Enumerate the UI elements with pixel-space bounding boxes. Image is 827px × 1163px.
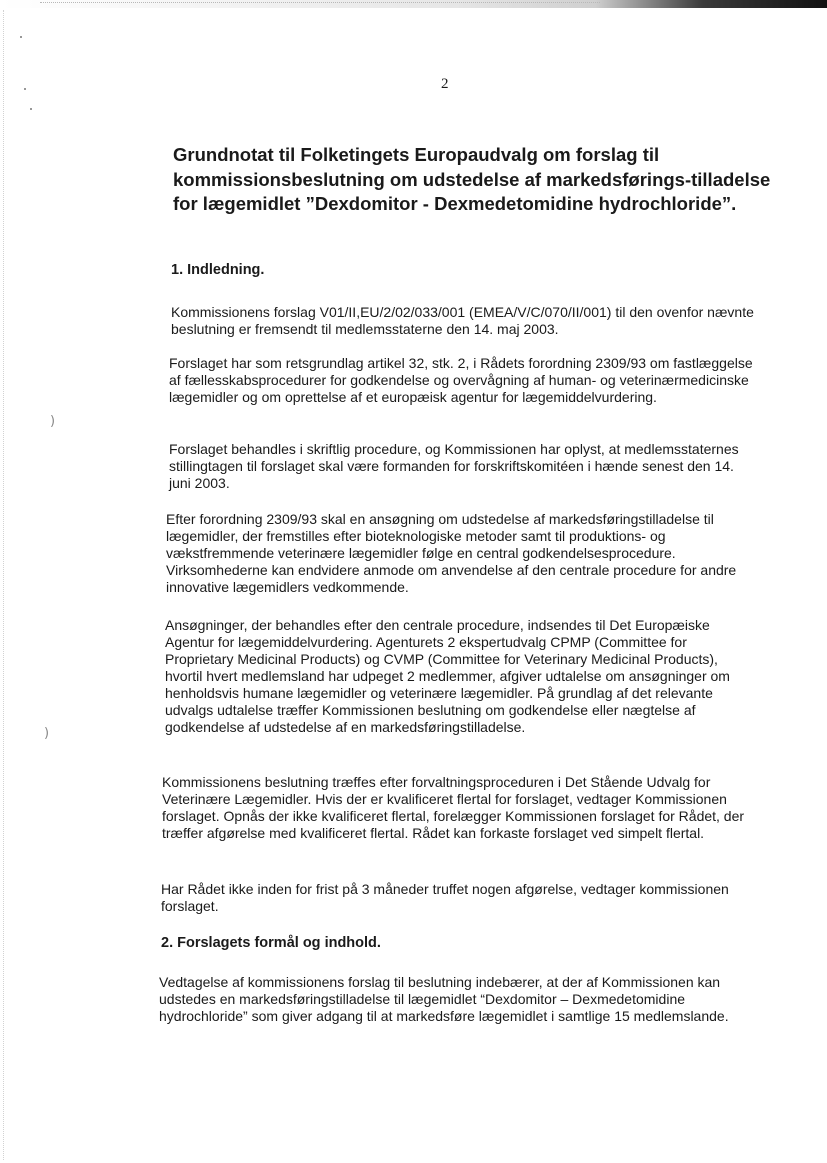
margin-hole-mark: ) xyxy=(44,726,50,741)
scan-edge-left xyxy=(3,10,5,1160)
page-number: 2 xyxy=(441,76,449,92)
paragraph: Har Rådet ikke inden for frist på 3 måneder truffet nogen afgørelse, vedtager kommissionen forslaget. xyxy=(161,881,729,914)
paragraph: Forslaget har som retsgrundlag artikel 32, stk. 2, i Rådets forordning 2309/93 om fastlæggelse af fællesskabsprocedurer for godkendelse og overvågning af human- og veterinærmedicinske lægemidler og om oprettelse af et europæisk agentur for lægemiddelvurdering. xyxy=(169,355,753,405)
paragraph: Vedtagelse af kommissionens forslag til beslutning indebærer, at der af Kommissionen kan udstedes en markedsføringstilladelse til lægemidlet “Dexdomitor – Dexmedetomidine hydrochloride” som giver adgang til at markedsføre lægemidlet i samtlige 15 medlemslande. xyxy=(159,974,729,1024)
paragraph: Ansøgninger, der behandles efter den centrale procedure, indsendes til Det Europæiske Agentur for lægemiddelvurdering. Agenturets 2 ekspertudvalg CPMP (Committee for Proprietary Medicinal Products) og CVMP (Committee for Veterinary Medicinal Products), hvortil hvert medlemsland har udpeget 2 medlemmer, afgiver udtalelse om ansøgninger om henholdsvis humane lægemidler og veterinære lægemidler. På grundlag af det relevante udvalgs udtalelse træffer Kommissionen beslutning om godkendelse eller nægtelse af godkendelse af udstedelse af en markedsføringstilladelse. xyxy=(165,617,730,735)
scan-speck xyxy=(20,36,22,38)
paragraph: Kommissionens beslutning træffes efter forvaltningsproceduren i Det Stående Udvalg for Veterinære Lægemidler. Hvis der er kvalificeret flertal for forslaget, vedtager Kommissionen forslaget. Opnås der ikke kvalificeret flertal, forelægger Kommissionen forslaget for Rådet, der træffer afgørelse med kvalificeret flertal. Rådet kan forkaste forslaget ved simpelt flertal. xyxy=(162,774,745,841)
paragraph: Forslaget behandles i skriftlig procedure, og Kommissionen har oplyst, at medlemsstaternes stillingtagen til forslaget skal være formanden for forskriftskomitéen i hænde senest den 14. juni 2003. xyxy=(169,441,739,491)
scan-speck xyxy=(24,88,26,90)
paragraph: Efter forordning 2309/93 skal en ansøgning om udstedelse af markedsføringstilladelse til lægemidler, der fremstilles efter bioteknologiske metoder samt til produktions- og vækstfremmende veterinære lægemidler følge en central godkendelsesprocedure. Virksomhederne kan endvidere anmode om anvendelse af den centrale procedure for andre innovative lægemidlers vedkommende. xyxy=(166,511,737,595)
section-heading-formaal: 2. Forslagets formål og indhold. xyxy=(161,935,381,951)
scan-dotted-line xyxy=(40,2,600,4)
document-title: Grundnotat til Folketingets Europaudvalg om forslag til kommissionsbeslutning om udstedelse af markedsførings-tilladelse for lægemidlet ”Dexdomitor - Dexmedetomidine hydrochloride”. xyxy=(173,144,771,214)
section-heading-indledning: 1. Indledning. xyxy=(171,262,265,278)
scan-speck xyxy=(30,108,32,110)
margin-hole-mark: ) xyxy=(50,414,56,429)
paragraph: Kommissionens forslag V01/II,EU/2/02/033/001 (EMEA/V/C/070/II/001) til den ovenfor nævnte beslutning er fremsendt til medlemsstaterne den 14. maj 2003. xyxy=(171,304,754,337)
